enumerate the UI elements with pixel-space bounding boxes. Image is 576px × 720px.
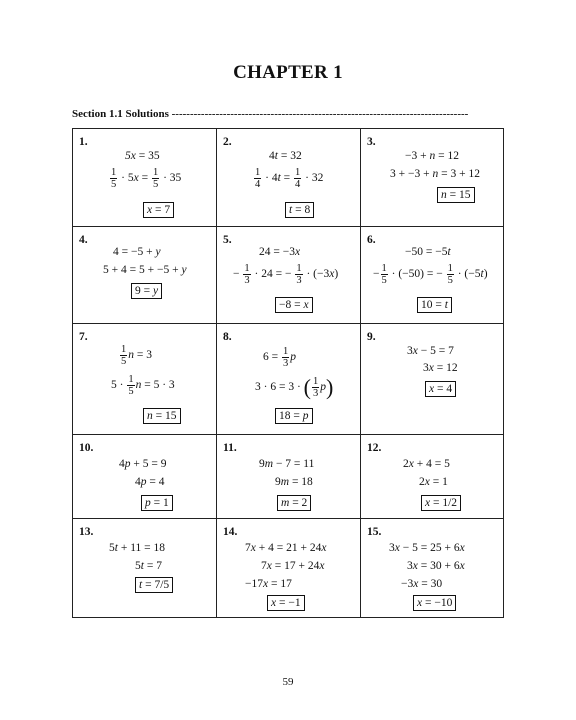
section-title: Section 1.1 Solutions --------------------------------------------------------------------------------- [72,108,469,120]
problem-cell-5 [217,227,360,323]
answer-box: x = 7 [143,202,174,218]
problem-cell-4 [73,227,216,323]
problem-cell-7 [73,324,216,434]
problem-cell-12 [361,435,505,518]
answer-box: x = −10 [413,595,456,611]
problem-cell-13 [73,519,216,619]
equation-line: 4p + 5 = 9 [119,458,167,470]
problem-number: 12. [367,442,382,454]
chapter-title: CHAPTER 1 [233,62,343,83]
problem-cell-2 [217,129,360,226]
problem-number: 10. [79,442,94,454]
equation-line: 7x = 17 + 24x [261,560,325,572]
equation-line: 7x + 4 = 21 + 24x [245,542,327,554]
problem-number: 15. [367,526,382,538]
equation-line: −50 = −5t [405,246,451,258]
equation-line: 3x = 30 + 6x [407,560,465,572]
problem-number: 11. [223,442,237,454]
answer-box: 9 = y [131,283,162,299]
answer-box: 18 = p [275,408,313,424]
answer-box: t = 8 [285,202,314,218]
page-number: 59 [282,676,294,688]
equation-line: 5t = 7 [135,560,162,572]
problem-cell-6 [361,227,505,323]
problem-cell-8 [217,324,360,434]
equation-line: 3x − 5 = 7 [407,345,454,357]
equation-line: 3 · 6 = 3 · ( $\frac{1}{3}$ p) [255,374,334,400]
problem-number: 5. [223,234,232,246]
problem-number: 3. [367,136,376,148]
problem-number: 4. [79,234,88,246]
problem-cell-10 [73,435,216,518]
equation-line: 3x − 5 = 25 + 6x [389,542,465,554]
equation-line: − $\frac{1}{5}$ · (−50) = − $\frac{1}{5}$ · (−5t) [373,263,488,286]
answer-box: x = −1 [267,595,305,611]
equation-line: 3x = 12 [423,362,458,374]
equation-line: 24 = −3x [259,246,301,258]
equation-line: 4 = −5 + y [113,246,161,258]
problem-number: 13. [79,526,94,538]
equation-line: 4p = 4 [135,476,165,488]
answer-box: 10 = t [417,297,452,313]
problem-number: 7. [79,331,88,343]
equation-line: 2x = 1 [419,476,448,488]
answer-box: n = 15 [143,408,181,424]
answer-box: t = 7/5 [135,577,173,593]
answer-box: x = 1/2 [421,495,461,511]
equation-line: − $\frac{1}{3}$ · 24 = − $\frac{1}{3}$ · (−3x) [233,263,339,286]
equation-line: 9m = 18 [275,476,313,488]
problem-number: 8. [223,331,232,343]
answer-box: n = 15 [437,187,475,203]
answer-box: −8 = x [275,297,313,313]
problem-cell-15 [361,519,505,619]
answer-box: m = 2 [277,495,311,511]
problem-number: 1. [79,136,88,148]
equation-line: 3 + −3 + n = 3 + 12 [390,168,480,180]
problem-cell-3 [361,129,505,226]
problem-cell-14 [217,519,360,619]
problem-number: 14. [223,526,238,538]
equation-line: $\frac{1}{5}$ · 5x = $\frac{1}{5}$ · 35 [111,167,182,190]
equation-line: 9m − 7 = 11 [259,458,315,470]
equation-line: 4t = 32 [269,150,302,162]
problem-cell-11 [217,435,360,518]
problem-number: 2. [223,136,232,148]
equation-line: 2x + 4 = 5 [403,458,450,470]
answer-box: p = 1 [141,495,173,511]
equation-line: 5 · $\frac{1}{5}$ n = 5 · 3 [111,374,175,397]
equation-line: 6 = $\frac{1}{3}$ p [263,346,296,369]
problem-cell-9 [361,324,505,434]
problem-cell-1 [73,129,216,226]
equation-line: $\frac{1}{4}$ · 4t = $\frac{1}{4}$ · 32 [255,167,324,190]
equation-line: 5 + 4 = 5 + −5 + y [103,264,187,276]
problem-number: 6. [367,234,376,246]
equation-line: $\frac{1}{5}$ n = 3 [121,344,152,367]
answer-box: x = 4 [425,381,456,397]
equation-line: −3x = 30 [401,578,443,590]
solutions-grid [72,128,504,618]
equation-line: −3 + n = 12 [405,150,459,162]
equation-line: 5x = 35 [125,150,160,162]
equation-line: −17x = 17 [245,578,292,590]
equation-line: 5t + 11 = 18 [109,542,165,554]
problem-number: 9. [367,331,376,343]
